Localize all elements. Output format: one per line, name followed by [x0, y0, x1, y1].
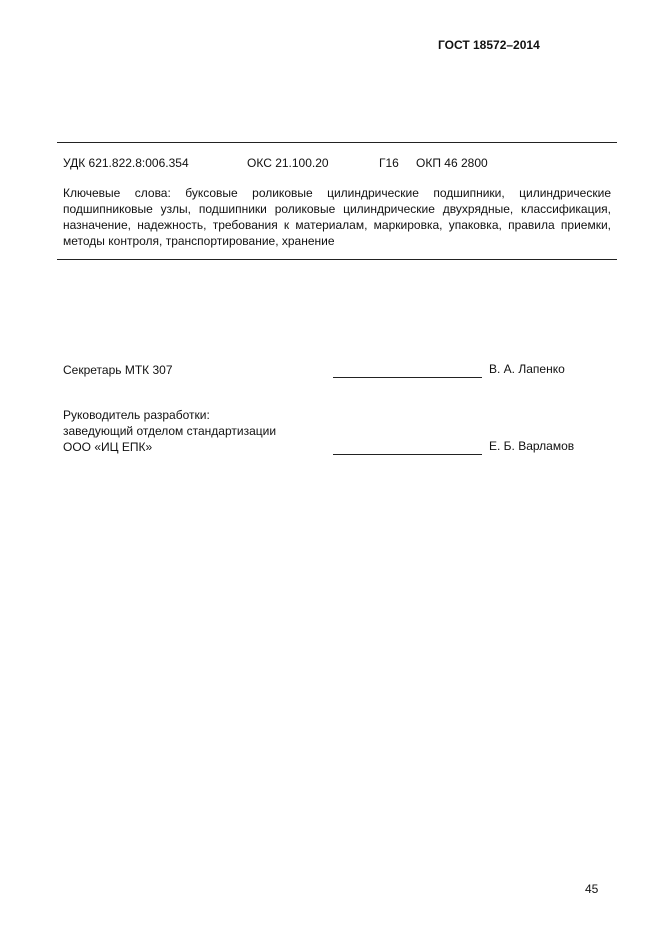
top-rule [57, 142, 617, 143]
signature-role-head [63, 407, 276, 455]
bottom-rule [57, 259, 617, 260]
page-number: 45 [585, 882, 599, 896]
signature-name-secretary: В. А. Лапенко [489, 362, 565, 376]
role-line: ООО «ИЦ ЕПК» [63, 440, 153, 454]
keywords-paragraph: Ключевые слова: буксовые роликовые цилиндрические подшипники, цилиндрические подшипниковые узлы, подшипники роликовые цилиндрические двухрядные, классификация, назначение, надежность, требования к материалам, маркировка, упаковка, правила приемки, методы контроля, транспортирование, хранение [63, 186, 611, 248]
group-code: Г16 [379, 156, 399, 170]
standard-code: ГОСТ 18572–2014 [438, 38, 540, 52]
signature-role-secretary [63, 362, 173, 378]
role-line: Секретарь МТК 307 [63, 363, 173, 377]
signature-name-head: Е. Б. Варламов [489, 439, 575, 453]
role-line: Руководитель разработки: [63, 408, 210, 422]
signature-line-secretary [333, 377, 482, 378]
okp-code: ОКП 46 2800 [416, 156, 488, 170]
oks-code: ОКС 21.100.20 [247, 156, 329, 170]
udk-code: УДК 621.822.8:006.354 [63, 156, 189, 170]
role-line: заведующий отделом стандартизации [63, 424, 277, 438]
signature-line-head [333, 454, 482, 455]
